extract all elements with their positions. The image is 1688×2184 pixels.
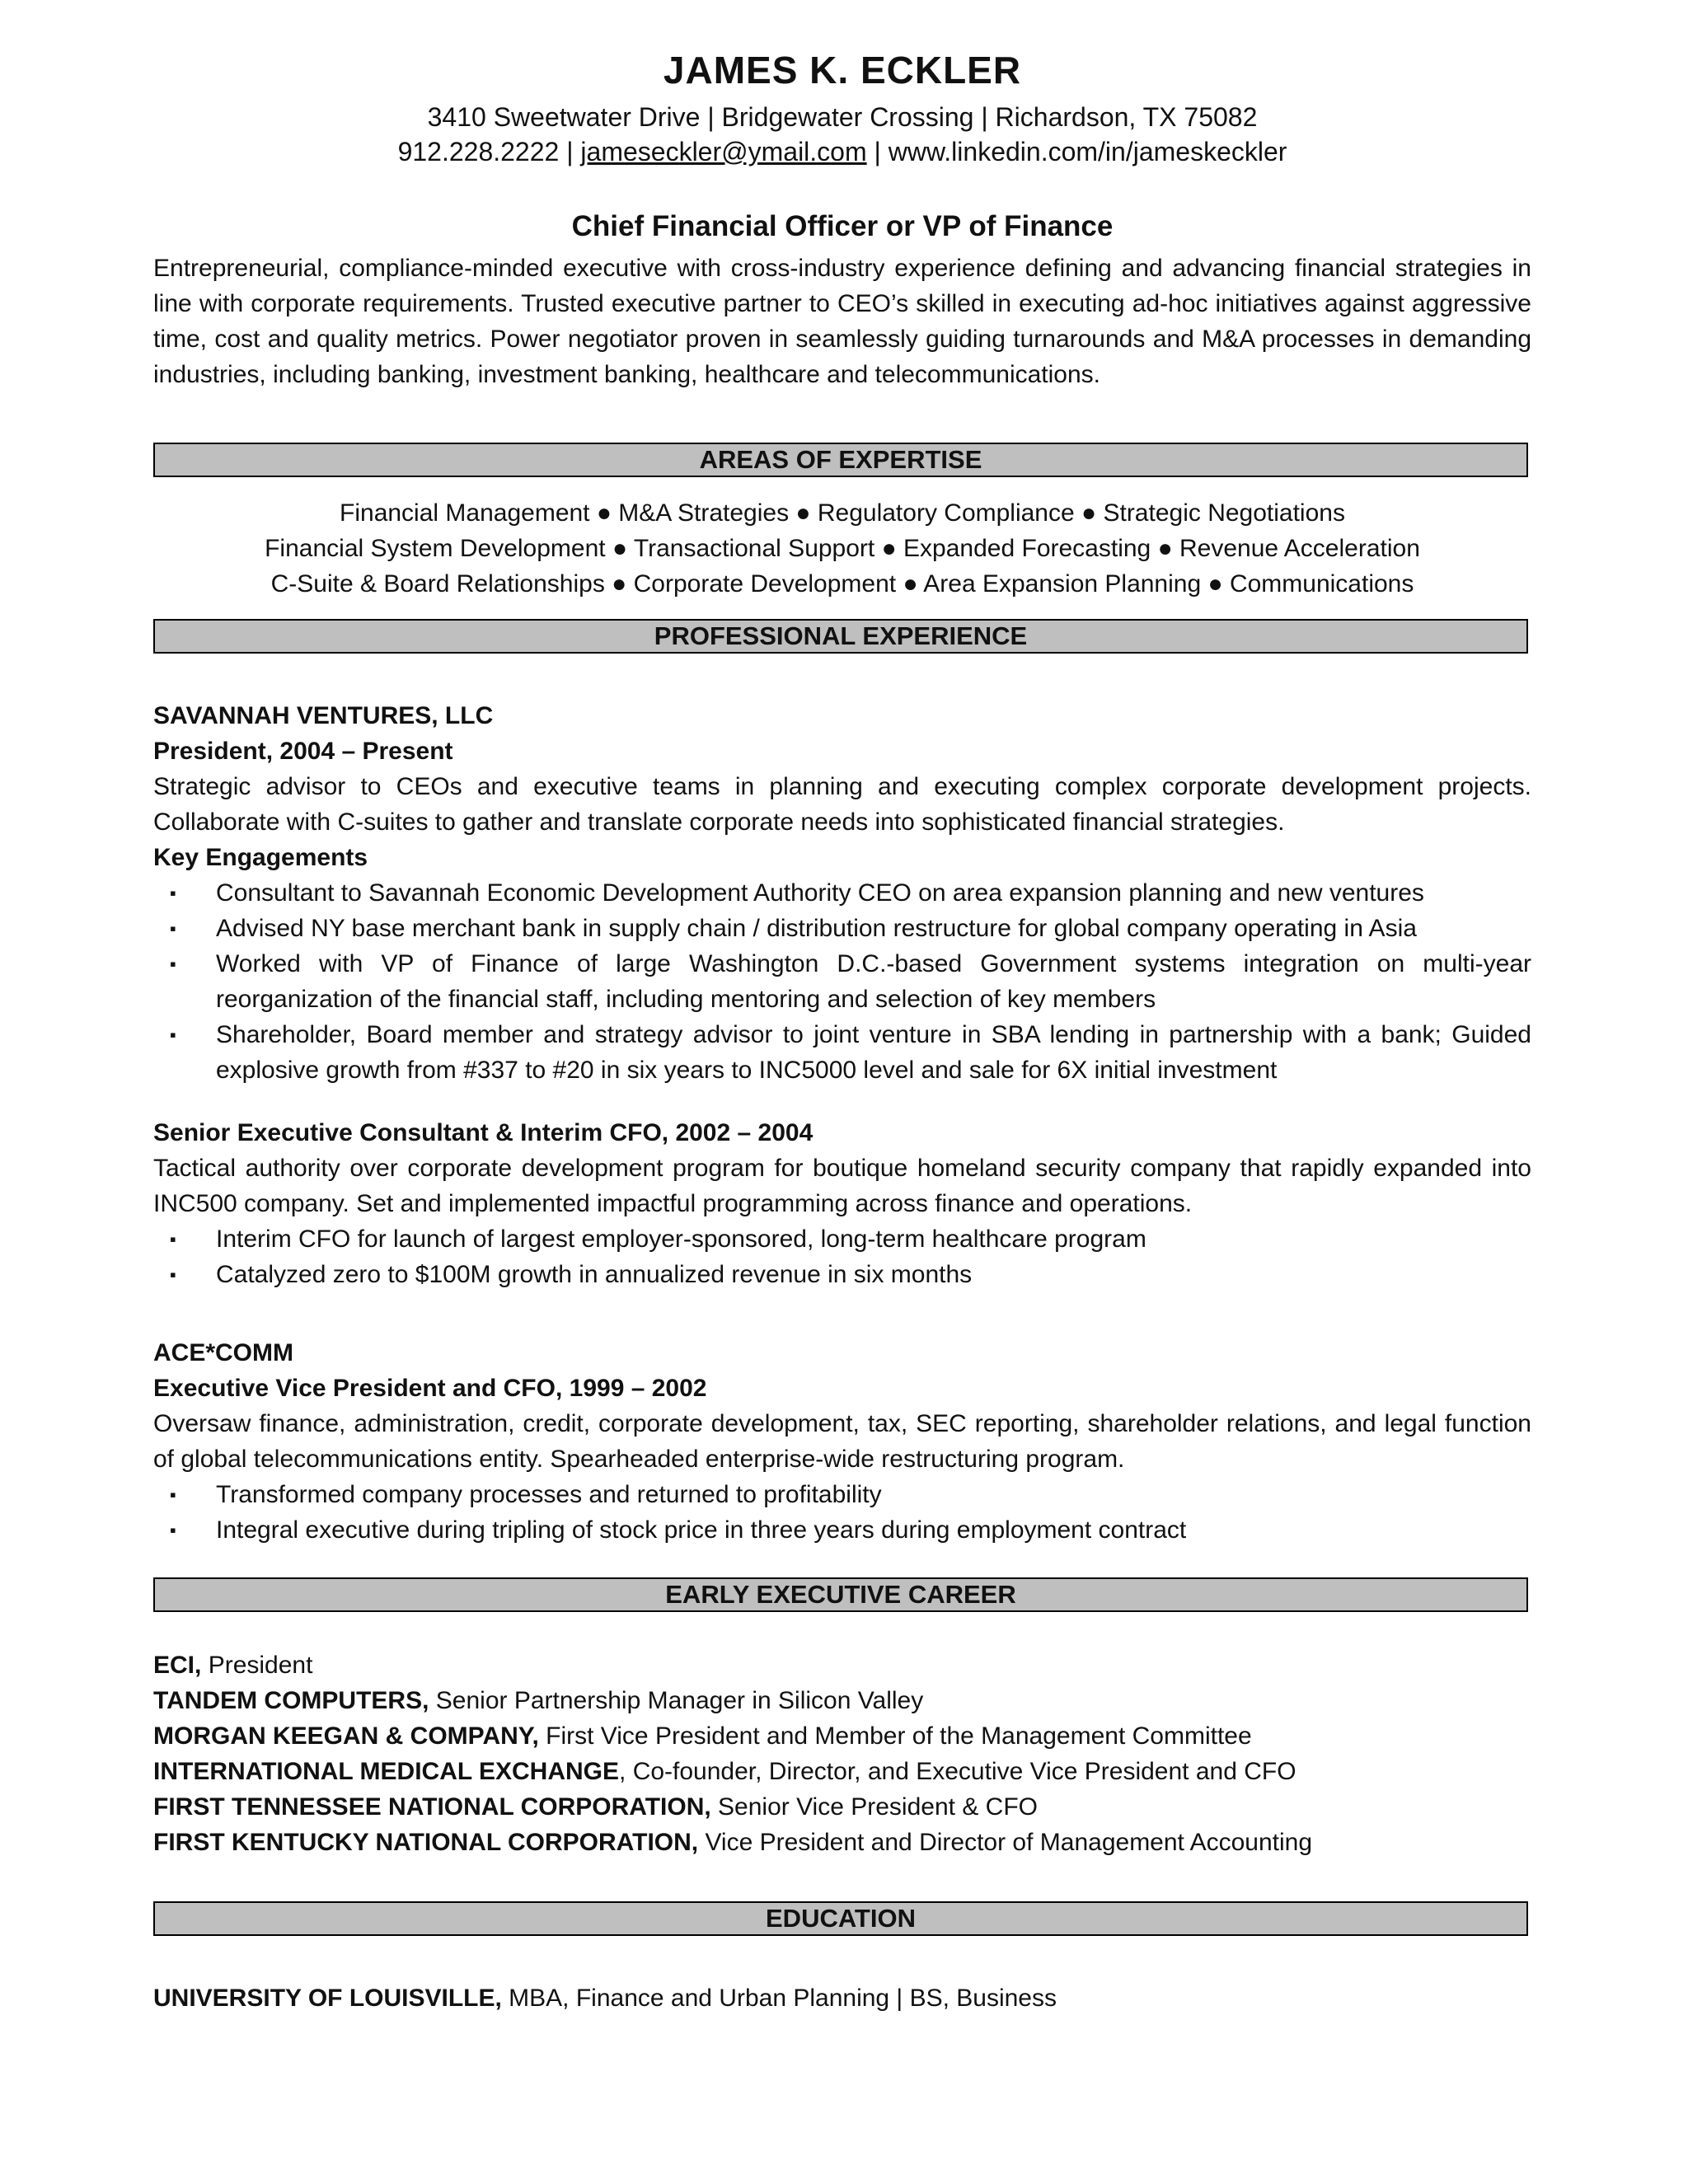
email-link[interactable]: jameseckler@ymail.com xyxy=(580,137,867,166)
expertise-list xyxy=(153,495,1531,602)
bullet-list xyxy=(153,875,1531,1088)
degrees: MBA, Finance and Urban Planning | BS, Business xyxy=(501,1985,1057,2012)
bullet-marker: ▪ xyxy=(170,1520,176,1540)
summary-paragraph: Entrepreneurial, compliance-minded executive with cross-industry experience defining and advancing financial strategies in line with corporate requirements. Trusted executive partner to CEO’s skilled in executing ad-hoc initiatives against aggressive time, cost and quality metrics. Power negotiator proven in seamlessly guiding turnarounds and M&A processes in demanding industries, including banking, investment banking, healthcare and telecommunications. xyxy=(153,255,1531,388)
job-role: Senior Executive Consultant & Interim CFO, 2002 – 2004 xyxy=(153,1119,814,1146)
bullet-list xyxy=(153,1477,1531,1548)
list-item: MORGAN KEEGAN & COMPANY, First Vice President and Member of the Management Committee xyxy=(153,1722,1252,1750)
expertise-line: C-Suite & Board Relationships ● Corporate Development ● Area Expansion Planning ● Communications xyxy=(270,570,1414,598)
job-role: Executive Vice President and CFO, 1999 – 2002 xyxy=(153,1375,707,1402)
list-item: FIRST KENTUCKY NATIONAL CORPORATION, Vice President and Director of Management Accounting xyxy=(153,1829,1312,1856)
bullet-marker: ▪ xyxy=(170,954,176,974)
job-description: Strategic advisor to CEOs and executive teams in planning and executing complex corporate development projects. Collaborate with C-suites to gather and translate corporate needs into sophisticated financial strategies. xyxy=(153,773,1531,836)
separator: | xyxy=(866,137,889,166)
bullet-marker: ▪ xyxy=(170,1229,176,1249)
section-header-experience: PROFESSIONAL EXPERIENCE xyxy=(153,619,1528,654)
job-role: President, 2004 – Present xyxy=(153,738,453,765)
job-savannah-ventures xyxy=(153,698,1531,1088)
company-name: SAVANNAH VENTURES, LLC xyxy=(153,702,494,729)
job-description: Tactical authority over corporate development program for boutique homeland security company that rapidly expanded into INC500 company. Set and implemented impactful programming across finance and operations. xyxy=(153,1155,1531,1217)
list-item: ▪ Transformed company processes and returned to profitability xyxy=(153,1477,1531,1512)
job-ace-comm xyxy=(153,1335,1531,1548)
list-item: ▪ Shareholder, Board member and strategy advisor to joint venture in SBA lending in partnership with a bank; Guided explosive growth from #337 to #20 in six years to INC5000 level and sale for 6X initial investment xyxy=(153,1017,1531,1088)
bullet-marker: ▪ xyxy=(170,918,176,939)
list-item: ▪ Interim CFO for launch of largest employer-sponsored, long-term healthcare program xyxy=(153,1221,1531,1257)
target-title: Chief Financial Officer or VP of Finance xyxy=(571,210,1114,242)
separator: | xyxy=(559,137,581,166)
expertise-line: Financial Management ● M&A Strategies ● Regulatory Compliance ● Strategic Negotiations xyxy=(340,499,1345,527)
section-header-expertise: AREAS OF EXPERTISE xyxy=(153,443,1528,477)
job-description: Oversaw finance, administration, credit, corporate development, tax, SEC reporting, shareholder relations, and legal function of global telecommunications entity. Spearheaded enterprise-wide restructuring program. xyxy=(153,1410,1531,1473)
list-item: ▪ Consultant to Savannah Economic Development Authority CEO on area expansion planning and new ventures xyxy=(153,875,1531,911)
phone: 912.228.2222 xyxy=(397,137,560,166)
list-item: ▪ Integral executive during tripling of stock price in three years during employment contract xyxy=(153,1512,1531,1548)
education-entry xyxy=(153,1980,1531,2016)
list-item: ▪ Worked with VP of Finance of large Washington D.C.-based Government systems integration on multi-year reorganization of the financial staff, including mentoring and selection of key members xyxy=(153,946,1531,1017)
linkedin-url: www.linkedin.com/in/jameskeckler xyxy=(888,137,1287,166)
address-line: 3410 Sweetwater Drive | Bridgewater Crossing | Richardson, TX 75082 xyxy=(427,102,1258,132)
job-interim-cfo xyxy=(153,1115,1531,1292)
list-item: FIRST TENNESSEE NATIONAL CORPORATION, Senior Vice President & CFO xyxy=(153,1793,1038,1821)
list-item: TANDEM COMPUTERS, Senior Partnership Manager in Silicon Valley xyxy=(153,1687,924,1714)
bullet-marker: ▪ xyxy=(170,883,176,903)
bullet-marker: ▪ xyxy=(170,1024,176,1045)
bullet-marker: ▪ xyxy=(170,1484,176,1505)
expertise-line: Financial System Development ● Transactional Support ● Expanded Forecasting ● Revenue Acceleration xyxy=(265,535,1420,562)
list-item: ▪ Catalyzed zero to $100M growth in annualized revenue in six months xyxy=(153,1257,1531,1292)
bullet-marker: ▪ xyxy=(170,1264,176,1285)
bullet-list xyxy=(153,1221,1531,1292)
candidate-name: JAMES K. ECKLER xyxy=(663,49,1022,91)
list-item: INTERNATIONAL MEDICAL EXCHANGE, Co-founder, Director, and Executive Vice President and CFO xyxy=(153,1758,1296,1785)
contact-line xyxy=(153,137,1531,167)
subheading-key-engagements: Key Engagements xyxy=(153,844,368,871)
section-header-education: EDUCATION xyxy=(153,1901,1528,1936)
list-item: ▪ Advised NY base merchant bank in supply chain / distribution restructure for global company operating in Asia xyxy=(153,911,1531,946)
company-name: ACE*COMM xyxy=(153,1339,293,1366)
school-name: UNIVERSITY OF LOUISVILLE, xyxy=(153,1985,502,2012)
list-item: ECI, President xyxy=(153,1652,313,1679)
early-career-list xyxy=(153,1647,1531,1860)
section-header-early-career: EARLY EXECUTIVE CAREER xyxy=(153,1577,1528,1612)
